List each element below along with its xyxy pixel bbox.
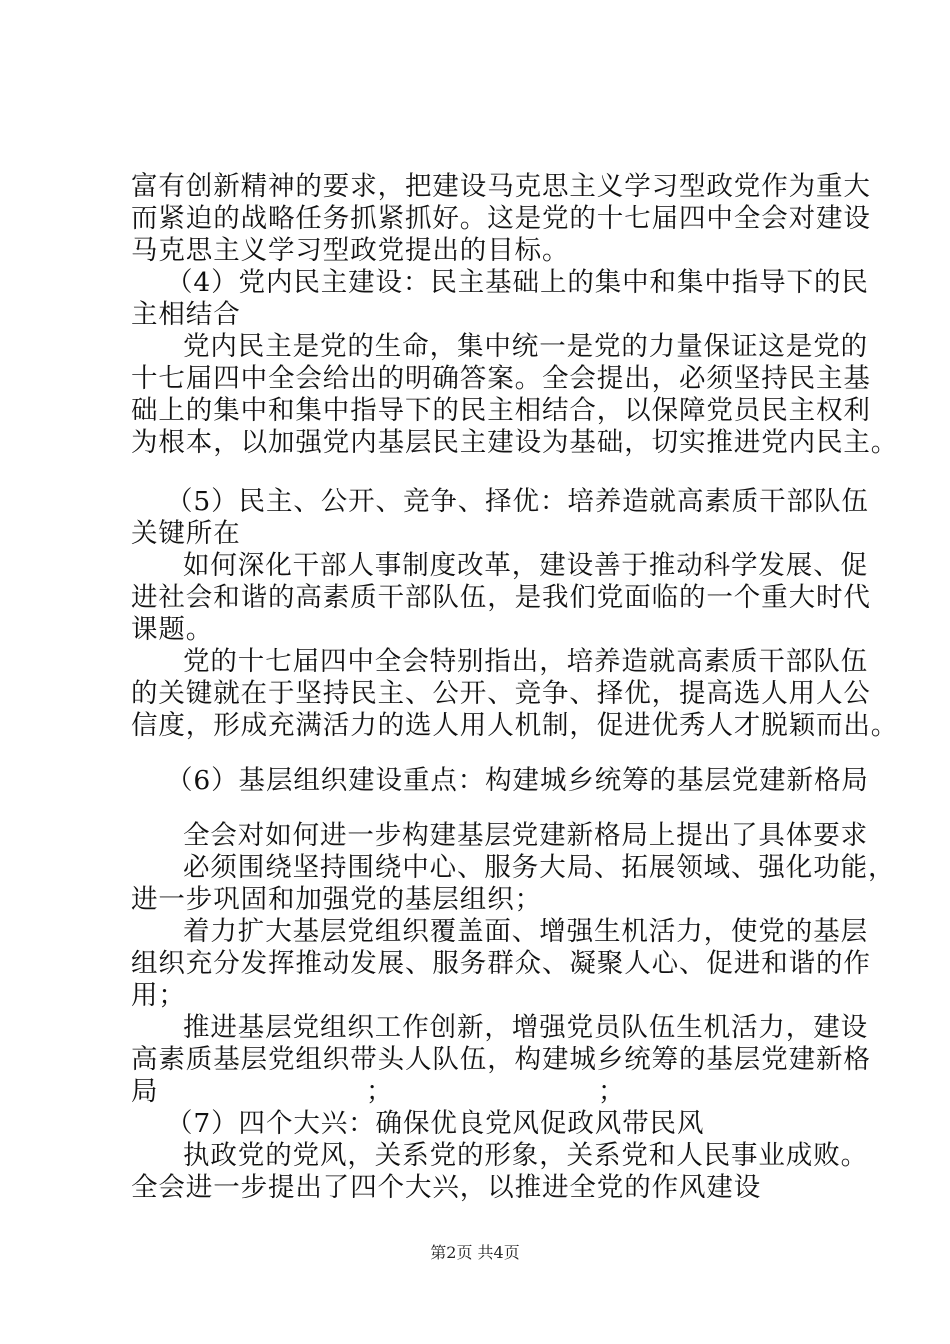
- paragraph-line: 十七届四中全会给出的明确答案。全会提出，必须坚持民主基: [131, 363, 871, 394]
- paragraph-line: 马克思主义学习型政党提出的目标。: [131, 235, 570, 266]
- section-heading: （7）四个大兴：确保优良党风促政风带民风: [166, 1108, 705, 1139]
- stray-semicolon: ；: [598, 1076, 626, 1107]
- section-heading: （4）党内民主建设：民主基础上的集中和集中指导下的民: [166, 267, 869, 298]
- paragraph-line: 全会对如何进一步构建基层党建新格局上提出了具体要求: [183, 820, 868, 851]
- paragraph-line: 课题。: [131, 614, 214, 645]
- paragraph-line: 高素质基层党组织带头人队伍，构建城乡统筹的基层党建新格: [131, 1044, 871, 1075]
- section-heading: （6）基层组织建设重点：构建城乡统筹的基层党建新格局: [166, 765, 869, 796]
- paragraph-line: 富有创新精神的要求，把建设马克思主义学习型政党作为重大: [131, 171, 871, 202]
- paragraph-line: 推进基层党组织工作创新，增强党员队伍生机活力，建设: [183, 1012, 868, 1043]
- paragraph-line: 党内民主是党的生命，集中统一是党的力量保证这是党的: [183, 331, 868, 362]
- paragraph-line: 进社会和谐的高素质干部队伍，是我们党面临的一个重大时代: [131, 582, 871, 613]
- stray-semicolon: ；: [366, 1076, 394, 1107]
- section-heading: 关键所在: [131, 518, 241, 549]
- paragraph-line: 如何深化干部人事制度改革，建设善于推动科学发展、促: [183, 550, 868, 581]
- paragraph-line: 础上的集中和集中指导下的民主相结合，以保障党员民主权利: [131, 395, 871, 426]
- paragraph-line: 党的十七届四中全会特别指出，培养造就高素质干部队伍: [183, 646, 868, 677]
- paragraph-line: 局: [131, 1076, 159, 1107]
- paragraph-line: 信度，形成充满活力的选人用人机制，促进优秀人才脱颖而出。: [131, 710, 899, 741]
- paragraph-line: 用；: [131, 980, 186, 1011]
- section-heading: 主相结合: [131, 299, 241, 330]
- section-heading: （5）民主、公开、竞争、择优：培养造就高素质干部队伍: [166, 486, 869, 517]
- paragraph-line: 而紧迫的战略任务抓紧抓好。这是党的十七届四中全会对建设: [131, 203, 871, 234]
- page-number-footer: 第2页 共4页: [430, 1243, 520, 1262]
- paragraph-line: 为根本，以加强党内基层民主建设为基础，切实推进党内民主。: [131, 427, 899, 458]
- paragraph-line: 全会进一步提出了四个大兴，以推进全党的作风建设: [131, 1172, 762, 1203]
- paragraph-line: 组织充分发挥推动发展、服务群众、凝聚人心、促进和谐的作: [131, 948, 871, 979]
- paragraph-line: 的关键就在于坚持民主、公开、竞争、择优，提高选人用人公: [131, 678, 871, 709]
- paragraph-line: 执政党的党风，关系党的形象，关系党和人民事业成败。: [183, 1140, 868, 1171]
- paragraph-line: 着力扩大基层党组织覆盖面、增强生机活力，使党的基层: [183, 916, 868, 947]
- paragraph-line: 进一步巩固和加强党的基层组织；: [131, 884, 542, 915]
- paragraph-line: 必须围绕坚持围绕中心、服务大局、拓展领域、强化功能，: [183, 852, 896, 883]
